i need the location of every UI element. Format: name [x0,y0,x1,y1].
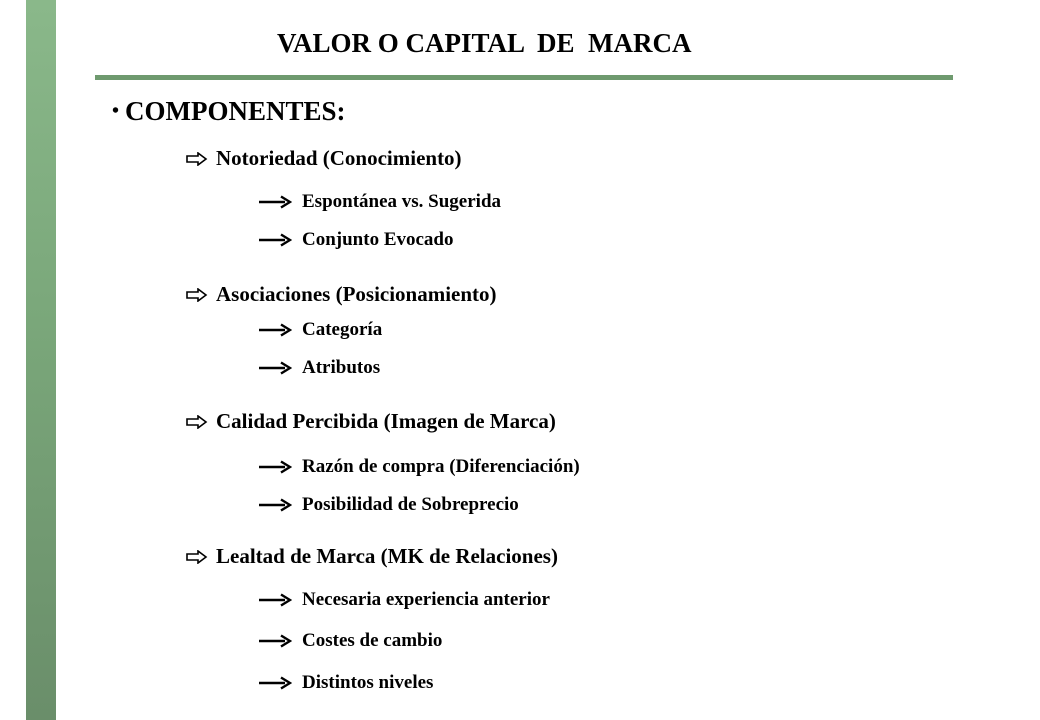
slide-title: VALOR O CAPITAL DE MARCA [277,28,692,58]
arrow-icon [258,195,292,209]
list-item-label: Posibilidad de Sobreprecio [302,494,519,515]
arrow-icon [258,233,292,247]
hollow-arrow-icon [186,550,208,564]
list-item [258,673,433,692]
section-notoriedad [186,148,462,169]
components-heading-label: COMPONENTES: [125,96,346,126]
section-lealtad [186,546,558,567]
list-item [258,358,380,377]
list-item [258,457,580,476]
list-item-label: Razón de compra (Diferenciación) [302,456,580,477]
arrow-icon [258,361,292,375]
section-label: Lealtad de Marca (MK de Relaciones) [216,544,558,568]
components-heading [112,98,346,125]
arrow-icon [258,498,292,512]
list-item [258,590,550,609]
section-label: Notoriedad (Conocimiento) [216,146,462,170]
list-item-label: Necesaria experiencia anterior [302,589,550,610]
list-item-label: Espontánea vs. Sugerida [302,191,502,212]
list-item [258,320,382,339]
section-asociaciones [186,284,497,305]
left-accent-bar [26,0,56,720]
section-calidad [186,411,556,432]
bullet-icon: • [112,100,120,122]
list-item [258,230,454,249]
list-item [258,192,501,211]
section-label: Asociaciones (Posicionamiento) [216,282,497,306]
hollow-arrow-icon [186,288,208,302]
hollow-arrow-icon [186,152,208,166]
hollow-arrow-icon [186,415,208,429]
arrow-icon [258,323,292,337]
arrow-icon [258,460,292,474]
list-item-label: Conjunto Evocado [302,229,454,250]
arrow-icon [258,593,292,607]
list-item [258,631,442,650]
list-item-label: Distintos niveles [302,672,434,693]
arrow-icon [258,634,292,648]
list-item-label: Atributos [302,357,381,378]
arrow-icon [258,676,292,690]
list-item [258,495,519,514]
list-item-label: Categoría [302,319,383,340]
list-item-label: Costes de cambio [302,630,443,651]
section-label: Calidad Percibida (Imagen de Marca) [216,409,556,433]
title-underline [95,75,953,80]
